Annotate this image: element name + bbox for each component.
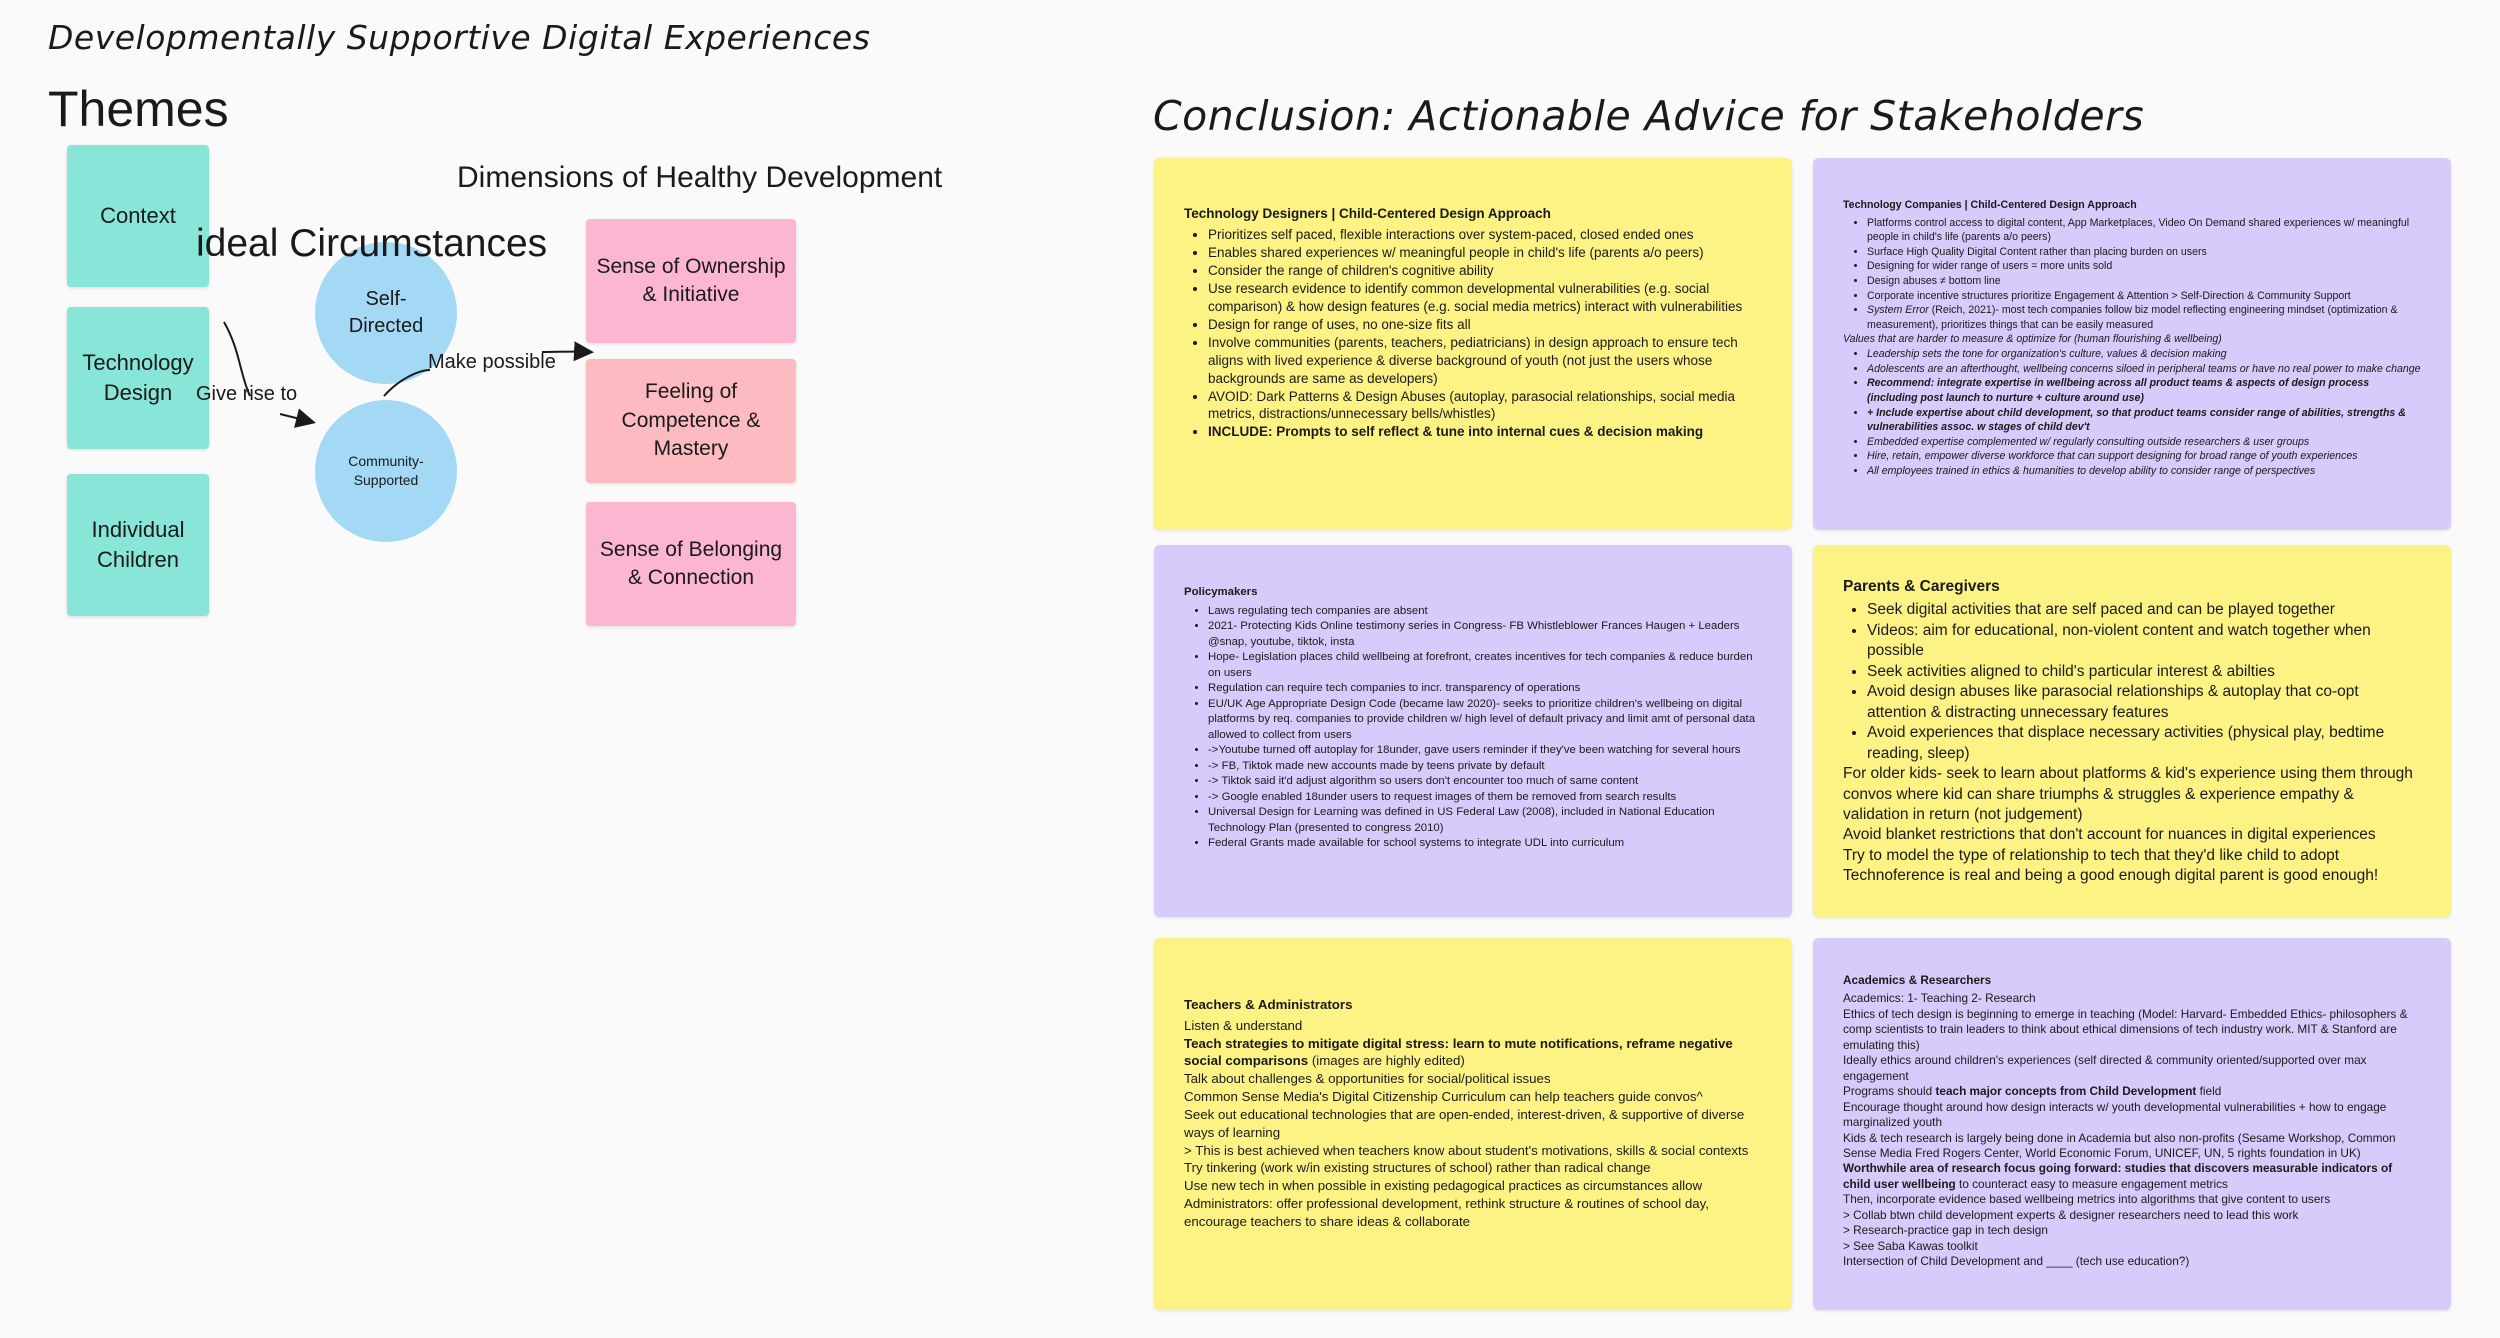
- list-item: • -> Tiktok said it'd adjust algorithm so users don't encounter too much of same content: [1208, 774, 1762, 790]
- text-line: Technoference is real and being a good enough digital parent is good enough!: [1843, 867, 2379, 885]
- card-technology-designers[interactable]: [1154, 158, 1792, 530]
- card-policymakers[interactable]: [1154, 545, 1792, 917]
- text-line: Talk about challenges & opportunities for social/political issues: [1184, 1071, 1551, 1087]
- list-item: • Seek activities aligned to child's particular interest & abilties: [1867, 662, 2421, 682]
- list-item: • Designing for wider range of users = more units sold: [1867, 259, 2421, 274]
- text-line: > Collab btwn child development experts & designer researchers need to lead this work: [1843, 1207, 2299, 1222]
- list-item: • Enables shared experiences w/ meaningful people in child's life (parents a/o peers): [1208, 244, 1762, 262]
- card-academics-researchers[interactable]: [1813, 938, 2451, 1310]
- list-item: • Adolescents are an afterthought, wellbeing concerns siloed in peripheral teams or have no real power to make change: [1867, 362, 2421, 377]
- sticky-label: Sense of Belonging & Connection: [599, 537, 783, 589]
- text-line: Intersection of Child Development and ____ (tech use education?): [1843, 1254, 2190, 1269]
- card-technology-companies[interactable]: [1813, 158, 2451, 530]
- list-item: • Seek digital activities that are self paced and can be played together: [1867, 600, 2421, 620]
- dimensions-title: Dimensions of Healthy Development: [457, 161, 943, 194]
- list-item: • Federal Grants made available for school systems to integrate UDL into curriculum: [1208, 836, 1762, 852]
- list-item: • AVOID: Dark Patterns & Design Abuses (autoplay, parasocial relationships, social media metrics, distractions/unnecessary bells/whistles): [1208, 388, 1762, 424]
- bold-text: Worthwhile area of research focus going forward: studies that discovers measurable indicators of child user wellbeing: [1843, 1161, 2393, 1191]
- text-line: Seek out educational technologies that are open-ended, interest-driven, & supportive of diverse ways of learning: [1184, 1106, 1745, 1140]
- card-title: Parents & Caregivers: [1843, 578, 2000, 595]
- circle-label: Community-Supported: [348, 453, 424, 488]
- text-line: Common Sense Media's Digital Citizenship Curriculum can help teachers guide convos^: [1184, 1089, 1703, 1105]
- list-item: • Involve communities (parents, teachers, pediatricians) in design approach to ensure tech aligns with lived experience & diverse background of youth (not just the users whose backgrounds are same as developers): [1208, 334, 1762, 388]
- list-item: • Corporate incentive structures prioritize Engagement & Attention > Self-Direction & Community Support: [1867, 289, 2421, 304]
- list-item: • Leadership sets the tone for organization's culture, values & decision making: [1867, 347, 2421, 362]
- sticky-label: Individual Children: [91, 517, 185, 572]
- sticky-label: Technology Design: [82, 350, 194, 405]
- text-line: Ideally ethics around children's experiences (self directed & community oriented/supported over max engagement: [1843, 1053, 2367, 1083]
- card-title: Policymakers: [1184, 586, 1258, 598]
- conclusion-title: Conclusion: Actionable Advice for Stakeholders: [1153, 92, 2145, 140]
- card-teachers-administrators[interactable]: [1154, 938, 1792, 1310]
- ideal-circumstances-title: ideal Circumstances: [196, 222, 548, 265]
- list-item: • Embedded expertise complemented w/ regularly consulting outside researchers & user groups: [1867, 435, 2421, 450]
- text-line: > This is best achieved when teachers know about student's motivations, skills & social contexts: [1184, 1142, 1749, 1158]
- list-item: • Hope- Legislation places child wellbeing at forefront, creates incentives for tech companies & reduce burden on users: [1208, 650, 1762, 681]
- text-tail: (images are highly edited): [1308, 1053, 1465, 1069]
- text-line: [1843, 1084, 2421, 1099]
- list-item: • Consider the range of children's cognitive ability: [1208, 262, 1762, 280]
- text-line: Then, incorporate evidence based wellbeing metrics into algorithms that give content to users: [1843, 1192, 2331, 1207]
- connector-arrows: [0, 0, 1150, 700]
- card-parents-caregivers[interactable]: [1813, 545, 2451, 917]
- text-line: Use new tech in when possible in existing pedagogical practices as circumstances allow: [1184, 1178, 1703, 1194]
- text-lead: Programs should: [1843, 1084, 1936, 1099]
- text-line: For older kids- seek to learn about platforms & kid's experience using them through convos where kid can share triumphs & struggles & experience empathy & validation in return (not judgement): [1843, 765, 2413, 823]
- sticky-label: Sense of Ownership & Initiative: [596, 254, 786, 306]
- list-item: • -> FB, Tiktok made new accounts made by teens private by default: [1208, 759, 1762, 775]
- list-item: • Prioritizes self paced, flexible interactions over system-paced, closed ended ones: [1208, 226, 1762, 244]
- list-item: • Hire, retain, empower diverse workforce that can support designing for broad range of youth experiences: [1867, 449, 2421, 464]
- make-possible-label: Make possible: [428, 351, 556, 373]
- themes-title: Themes: [48, 81, 229, 137]
- sticky-label: Context: [100, 203, 176, 229]
- list-item: • Design abuses ≠ bottom line: [1867, 274, 2421, 289]
- list-item: • 2021- Protecting Kids Online testimony series in Congress- FB Whistleblower Frances Haugen + Leaders @snap, youtube, tiktok, insta: [1208, 619, 1762, 650]
- sticky-label: Feeling of Competence & Mastery: [621, 380, 761, 461]
- text-line: [1184, 1035, 1762, 1071]
- list-item: • Design for range of uses, no one-size fits all: [1208, 316, 1762, 334]
- list-item: • -> Google enabled 18under users to request images of them be removed from search results: [1208, 790, 1762, 806]
- system-error-text: (Reich, 2021)- most tech companies follow biz model reflecting engineering mindset (optimization & measurement), prioritizes things that can be easily measured: [1867, 304, 2398, 331]
- text-tail: to counteract easy to measure engagement metrics: [1955, 1176, 2228, 1191]
- card-title: Academics & Researchers: [1843, 973, 1992, 987]
- list-item: • Laws regulating tech companies are absent: [1208, 604, 1762, 620]
- list-item: • EU/UK Age Appropriate Design Code (became law 2020)- seeks to prioritize children's wellbeing on digital platforms by req. companies to provide children w/ high level of default privacy and limit amt of personal data allowed to collect from users: [1208, 697, 1762, 744]
- list-item: [1867, 303, 2421, 332]
- list-item: • Avoid design abuses like parasocial relationships & autoplay that co-opt attention & distracting unnecessary features: [1867, 682, 2421, 723]
- bold-text: teach major concepts from Child Development: [1935, 1084, 2197, 1099]
- text-line: Try tinkering (work w/in existing structures of school) rather than radical change: [1184, 1160, 1651, 1176]
- list-item: • Recommend: integrate expertise in wellbeing across all product teams & aspects of design process (including post launch to nurture + culture around use): [1867, 376, 2421, 405]
- give-rise-arrow: [224, 322, 312, 422]
- list-item: • Regulation can require tech companies to incr. transparency of operations: [1208, 681, 1762, 697]
- card-title: Technology Designers | Child-Centered Design Approach: [1184, 206, 1551, 221]
- text-line: Administrators: offer professional development, rethink structure & routines of school day, encourage teachers to share ideas & collaborate: [1184, 1195, 1709, 1229]
- circle-label: Self-Directed: [348, 288, 424, 337]
- text-line: Try to model the type of relationship to tech that they'd like child to adopt: [1843, 846, 2340, 864]
- system-error-lead: System Error: [1867, 304, 1929, 317]
- text-line: Encourage thought around how design interacts w/ youth developmental vulnerabilities + how to engage marginalized youth: [1843, 1099, 2387, 1130]
- text-tail: field: [2196, 1084, 2222, 1099]
- values-line: Values that are harder to measure & optimize for (human flourishing & wellbeing): [1843, 333, 2222, 346]
- text-line: Avoid blanket restrictions that don't account for nuances in digital experiences: [1843, 826, 2376, 844]
- text-line: Ethics of tech design is beginning to emerge in teaching (Model: Harvard- Embedded Ethics- philosophers & comp scientists to train leaders to think about ethical dimensions of tech industry work. MIT & Stanford are emulating this): [1843, 1006, 2408, 1052]
- list-item: • Use research evidence to identify common developmental vulnerabilities (e.g. social comparison) & how design features (e.g. social media metrics) interact with vulnerabilities: [1208, 280, 1762, 316]
- list-item: • All employees trained in ethics & humanities to develop ability to consider range of perspectives: [1867, 464, 2421, 479]
- list-item: • INCLUDE: Prompts to self reflect & tune into internal cues & decision making: [1208, 423, 1762, 441]
- text-line: Academics: 1- Teaching 2- Research: [1843, 991, 2036, 1006]
- text-line: > Research-practice gap in tech design: [1843, 1223, 2048, 1238]
- text-line: Kids & tech research is largely being done in Academia but also non-profits (Sesame Workshop, Common Sense Media Fred Rogers Center, World Economic Forum, UNICEF, UN, 5 rights foundation in UK): [1843, 1130, 2396, 1160]
- text-line: > See Saba Kawas toolkit: [1843, 1238, 1978, 1253]
- list-item: • Surface High Quality Digital Content rather than placing burden on users: [1867, 245, 2421, 260]
- give-rise-label: Give rise to: [196, 383, 298, 405]
- make-possible-arrow: [384, 352, 590, 396]
- list-item: • Avoid experiences that displace necessary activities (physical play, bedtime reading, sleep): [1867, 723, 2421, 764]
- board-title: Developmentally Supportive Digital Experiences: [48, 18, 871, 57]
- card-title: Technology Companies | Child-Centered Design Approach: [1843, 199, 2137, 211]
- list-item: • Universal Design for Learning was defined in US Federal Law (2008), included in National Education Technology Plan (presented to congress 2010): [1208, 805, 1762, 836]
- text-line: [1843, 1161, 2421, 1192]
- card-title: Teachers & Administrators: [1184, 997, 1353, 1012]
- bold-text: Teach strategies to mitigate digital stress: learn to mute notifications, reframe negative social comparisons: [1184, 1035, 1733, 1069]
- list-item: • + Include expertise about child development, so that product teams consider range of abilities, strengths & vulnerabilities assoc. w stages of child dev't: [1867, 406, 2421, 435]
- text-line: Listen & understand: [1184, 1017, 1303, 1033]
- list-item: • Videos: aim for educational, non-violent content and watch together when possible: [1867, 621, 2421, 662]
- list-item: • Platforms control access to digital content, App Marketplaces, Video On Demand shared experiences w/ meaningful people in child's life (parents a/o peers): [1867, 216, 2421, 245]
- list-item: • ->Youtube turned off autoplay for 18under, gave users reminder if they've been watching for several hours: [1208, 743, 1762, 759]
